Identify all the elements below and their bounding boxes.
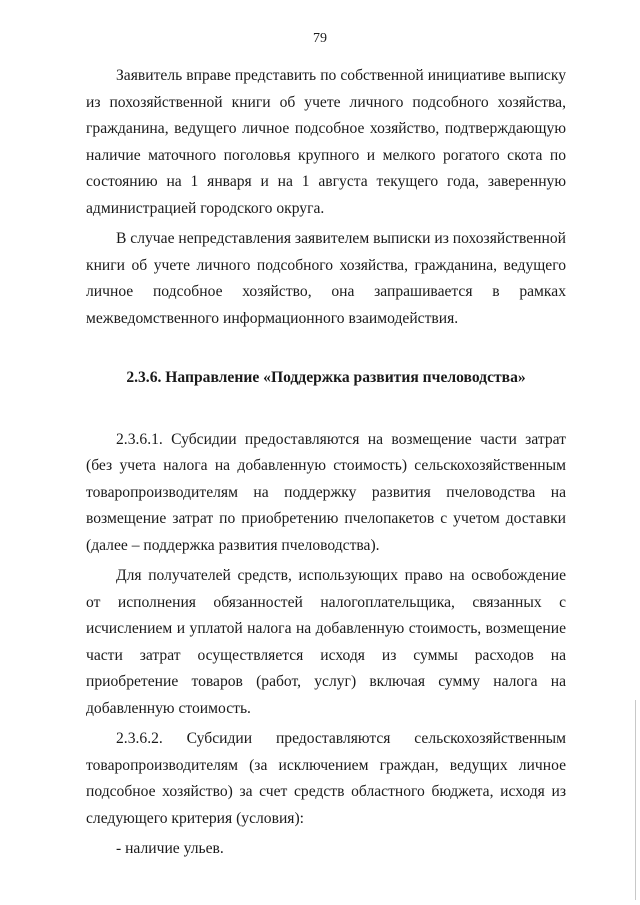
paragraph-extract-right: Заявитель вправе представить по собственной инициативе выписку из похозяйственной книги об учете личного подсобного хозяйства, гражданина, ведущего личное подсобное хозяйство, подтверждающую наличие маточного поголовья крупного и мелкого рогатого скота по состоянию на 1 января и на 1 августа текущего года, заверенную администрацией городского округа. (86, 67, 566, 217)
document-body (86, 63, 566, 863)
scan-edge-mark (635, 700, 636, 900)
paragraph-vat-exemption: Для получателей средств, использующих право на освобождение от исполнения обязанностей налогоплательщика, связанных с исчислением и уплатой налога на добавленную стоимость, возмещение части затрат осуществляется исходя из суммы расходов на приобретение товаров (работ, услуг) включая сумму налога на добавленную стоимость. (86, 567, 566, 717)
paragraph-interagency-request: В случае непредставления заявителем выписки из похозяйственной книги об учете личного подсобного хозяйства, гражданина, ведущего личное подсобное хозяйство, она запрашивается в рамках межведомственного информационного взаимодействия. (86, 230, 566, 327)
list-item-beehives: - наличие ульев. (116, 840, 224, 857)
section-heading: 2.3.6. Направление «Поддержка развития пчеловодства» (126, 369, 526, 386)
page-number: 79 (313, 31, 327, 46)
paragraph-2-3-6-2: 2.3.6.2. Субсидии предоставляются сельскохозяйственным товаропроизводителям (за исключением граждан, ведущих личное подсобное хозяйство) за счет средств областного бюджета, исходя из следующего критерия (условия): (86, 730, 566, 827)
paragraph-2-3-6-1: 2.3.6.1. Субсидии предоставляются на возмещение части затрат (без учета налога на добавленную стоимость) сельскохозяйственным товаропроизводителям на поддержку развития пчеловодства на возмещение затрат по приобретению пчелопакетов с учетом доставки (далее – поддержка развития пчеловодства). (86, 430, 566, 554)
